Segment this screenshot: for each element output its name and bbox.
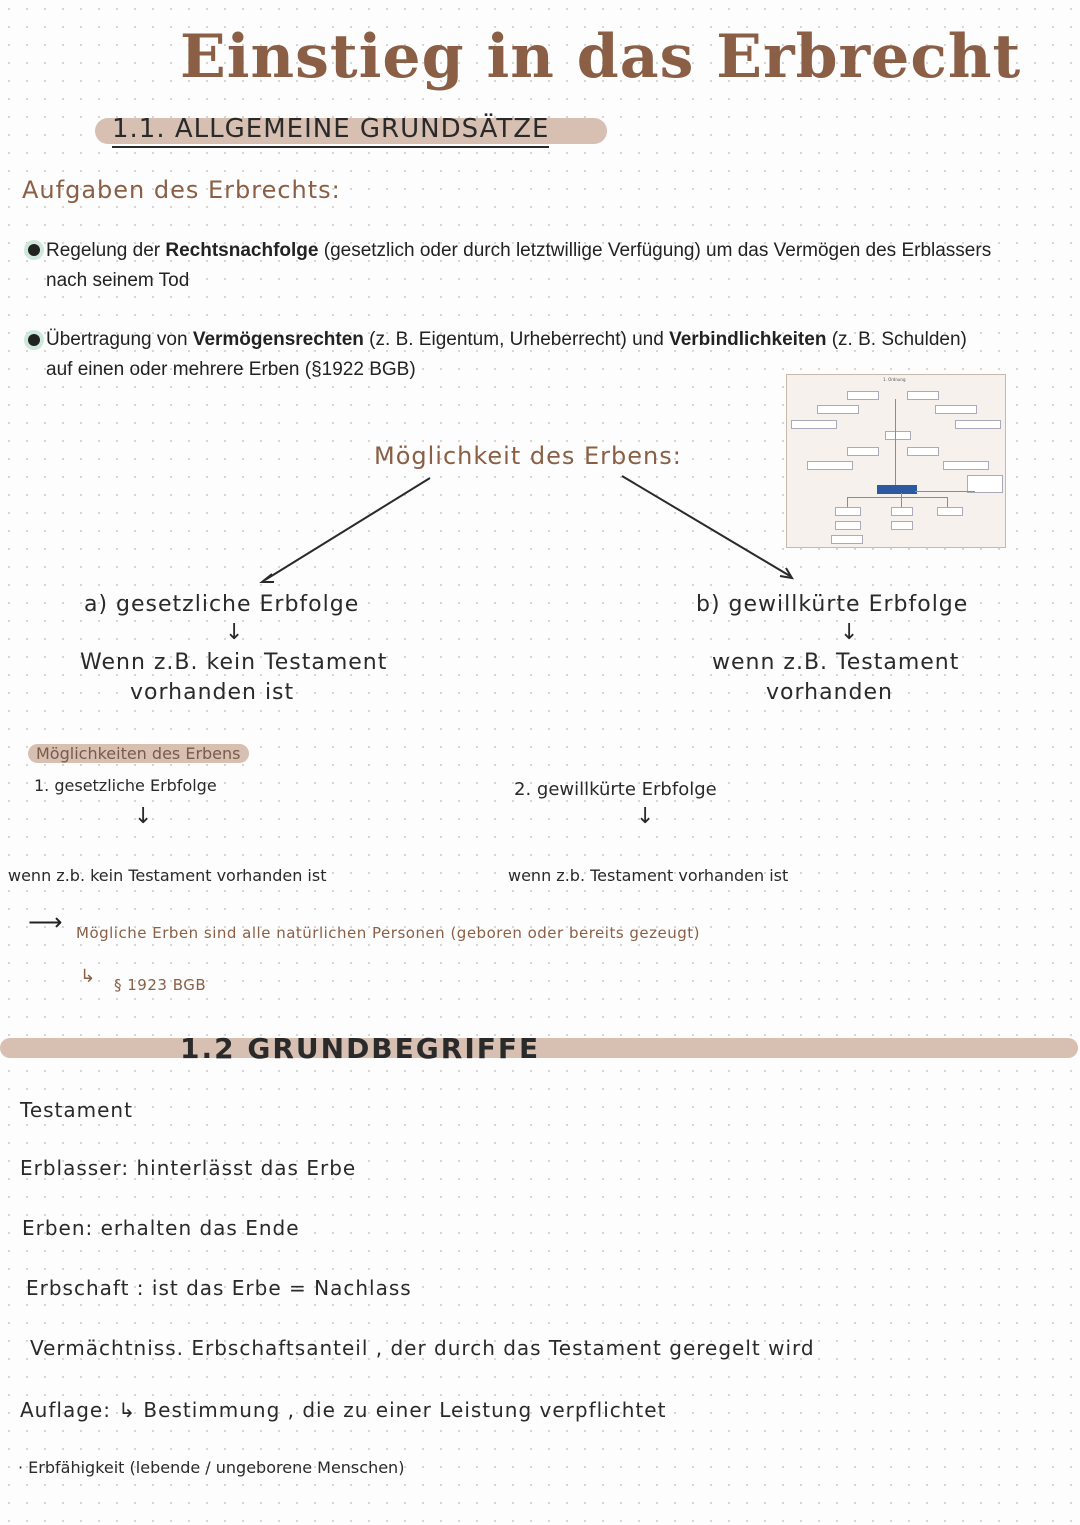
aufgaben-heading: Aufgaben des Erbrechts: — [22, 176, 341, 204]
term-erbfaehigkeit: · Erbfähigkeit (lebende / ungeborene Menschen) — [18, 1458, 405, 1477]
bullet-text-2: Übertragung von Vermögensrechten (z. B. Eigentum, Urheberrecht) und Verbindlichkeiten (z. B. Schulden) auf einen oder mehrere Erben (§1922 BGB) — [46, 329, 967, 380]
term-erben: Erben: erhalten das Ende — [22, 1216, 300, 1240]
arrow-right-icon: ⟶ — [28, 908, 63, 936]
note2-title: 2. gewillkürte Erbfolge — [514, 779, 717, 800]
branch-a-title: a) gesetzliche Erbfolge — [84, 592, 360, 617]
term-erbschaft: Erbschaft : ist das Erbe = Nachlass — [26, 1276, 412, 1300]
page-title: Einstieg in das Erbrecht — [180, 22, 1022, 92]
arrow-down-icon: ↓ — [840, 620, 859, 645]
moeglichkeit-heading: Möglichkeit des Erbens: — [374, 442, 682, 470]
branch-a-line1: Wenn z.B. kein Testament — [80, 650, 388, 675]
arrow-down-icon: ↓ — [636, 804, 655, 829]
note1-title: 1. gesetzliche Erbfolge — [34, 776, 217, 795]
diagram-label: 1. Ordnung — [883, 377, 906, 382]
section-heading-2: 1.2 GRUNDBEGRIFFE — [180, 1032, 541, 1065]
branch-b-line1: wenn z.B. Testament — [712, 650, 960, 675]
term-auflage: Auflage: ↳ Bestimmung , die zu einer Leistung verpflichtet — [20, 1398, 667, 1422]
term-erblasser: Erblasser: hinterlässt das Erbe — [20, 1156, 357, 1180]
note-label: Möglichkeiten des Erbens — [28, 744, 249, 763]
term-vermaechtnis: Vermächtniss. Erbschaftsanteil , der durch das Testament geregelt wird — [30, 1336, 815, 1360]
branch-b-title: b) gewillkürte Erbfolge — [696, 592, 969, 617]
hint-ref: § 1923 BGB — [114, 976, 207, 994]
arrow-down-icon: ↓ — [225, 620, 244, 645]
hint-text: Mögliche Erben sind alle natürlichen Personen (geboren oder bereits gezeugt) — [76, 924, 701, 942]
section-heading-1: 1.1. ALLGEMEINE GRUNDSÄTZE — [112, 114, 549, 148]
bullet-text-1: Regelung der Rechtsnachfolge (gesetzlich oder durch letztwillige Verfügung) um das Vermögen des Erblassers nach seinem Tod — [46, 240, 992, 291]
branch-b-line2: vorhanden — [766, 680, 893, 705]
arrow-down-icon: ↓ — [134, 804, 153, 829]
note1-text: wenn z.b. kein Testament vorhanden ist — [8, 866, 327, 885]
hint-ref-arrow-icon: ↳ — [80, 966, 96, 987]
note2-text: wenn z.b. Testament vorhanden ist — [508, 866, 789, 885]
term-testament: Testament — [20, 1098, 133, 1122]
branch-a-line2: vorhanden ist — [130, 680, 295, 705]
